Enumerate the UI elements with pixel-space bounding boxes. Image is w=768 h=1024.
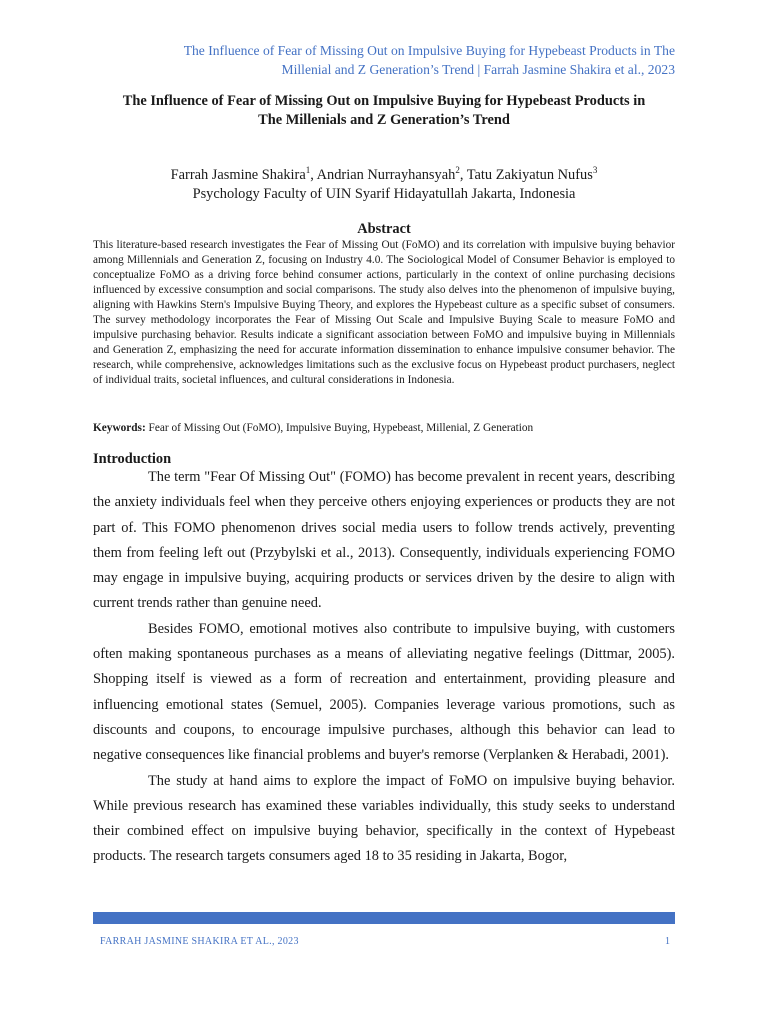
- running-header: [93, 41, 675, 79]
- paper-title-line-2: The Millenials and Z Generation’s Trend: [258, 112, 510, 128]
- author-list: [93, 166, 675, 185]
- keywords-list: Fear of Missing Out (FoMO), Impulsive Buying, Hypebeast, Millenial, Z Generation: [145, 422, 534, 434]
- author-2-affiliation-mark: 2: [455, 165, 460, 175]
- author-1: Farrah Jasmine Shakira: [170, 167, 306, 183]
- footer-divider-bar: [93, 912, 675, 924]
- paper-title: [93, 92, 675, 130]
- running-header-line-2: Millenial and Z Generation’s Trend | Farrah Jasmine Shakira et al., 2023: [281, 62, 675, 77]
- author-1-affiliation-mark: 1: [305, 165, 311, 175]
- footer-author-year: FARRAH JASMINE SHAKIRA ET AL., 2023: [100, 936, 299, 947]
- page-number: 1: [665, 936, 670, 947]
- abstract-heading: Abstract: [357, 221, 411, 237]
- running-header-line-1: The Influence of Fear of Missing Out on Impulsive Buying for Hypebeast Products in The: [183, 43, 675, 58]
- author-3: , Tatu Zakiyatun Nufus: [459, 167, 593, 183]
- author-3-affiliation-mark: 3: [592, 165, 598, 175]
- author-block: [93, 166, 675, 204]
- introduction-paragraph: The term "Fear Of Missing Out" (FOMO) has become prevalent in recent years, describing the anxiety individuals feel when they perceive others enjoying experiences or products they are not part of. This FOMO phenomenon drives social media users to follow trends actively, preventing them from feeling left out (Przybylski et al., 2013). Consequently, individuals experiencing FOMO may engage in impulsive buying, acquiring products or services driven by the desire to align with current trends rather than genuine need.: [93, 469, 675, 612]
- introduction-paragraph: Besides FOMO, emotional motives also contribute to impulsive buying, with customers often making spontaneous purchases as a means of alleviating negative feelings (Dittmar, 2005). Shopping itself is viewed as a form of recreation and entertainment, providing pleasure and influencing emotional states (Semuel, 2005). Companies leverage various promotions, such as discounts and coupons, to encourage impulsive purchases, although this behavior can lead to negative consequences like financial problems and buyer's remorse (Verplanken & Herabadi, 2001).: [93, 620, 675, 764]
- introduction-paragraph: The study at hand aims to explore the impact of FoMO on impulsive buying behavior. While previous research has examined these variables individually, this study seeks to understand their combined effect on impulsive buying behavior, specifically in the context of Hypebeast products. The research targets consumers aged 18 to 35 residing in Jakarta, Bogor,: [93, 772, 675, 865]
- introduction-heading: Introduction: [93, 451, 172, 467]
- abstract-text: This literature-based research investigates the Fear of Missing Out (FoMO) and its correlation with impulsive buying behavior among Millennials and Generation Z, focusing on Industry 4.0. The Sociological Model of Consumer Behavior is employed to conceptualize FoMO as a driving force behind consumer actions, particularly in the context of online purchasing decisions influenced by excessive consumption and social comparisons. The study also delves into the phenomenon of impulsive buying, aligning with Hawkins Stern's Impulsive Buying Theory, and explores the Hypebeast culture as a specific subset of consumers. The survey methodology incorporates the Fear of Missing Out Scale and Impulsive Buying Scale to measure FoMO and impulsive purchasing behavior. Results indicate a significant association between FoMO and impulsive buying in Millennials and Generation Z, emphasizing the need for accurate information dissemination to enhance impulsive consumer behavior. The research, while comprehensive, acknowledges limitations such as the exclusive focus on Hypebeast product purchasers, neglect of individual traits, societal influences, and cultural considerations in Indonesia.: [93, 239, 675, 386]
- introduction-body: [93, 465, 675, 870]
- author-2: , Andrian Nurrayhansyah: [310, 167, 456, 183]
- keywords-label: Keywords:: [93, 422, 146, 434]
- keywords: [93, 421, 675, 436]
- affiliation: Psychology Faculty of UIN Syarif Hidayatullah Jakarta, Indonesia: [192, 186, 576, 202]
- paper-title-line-1: The Influence of Fear of Missing Out on Impulsive Buying for Hypebeast Products in: [122, 93, 646, 109]
